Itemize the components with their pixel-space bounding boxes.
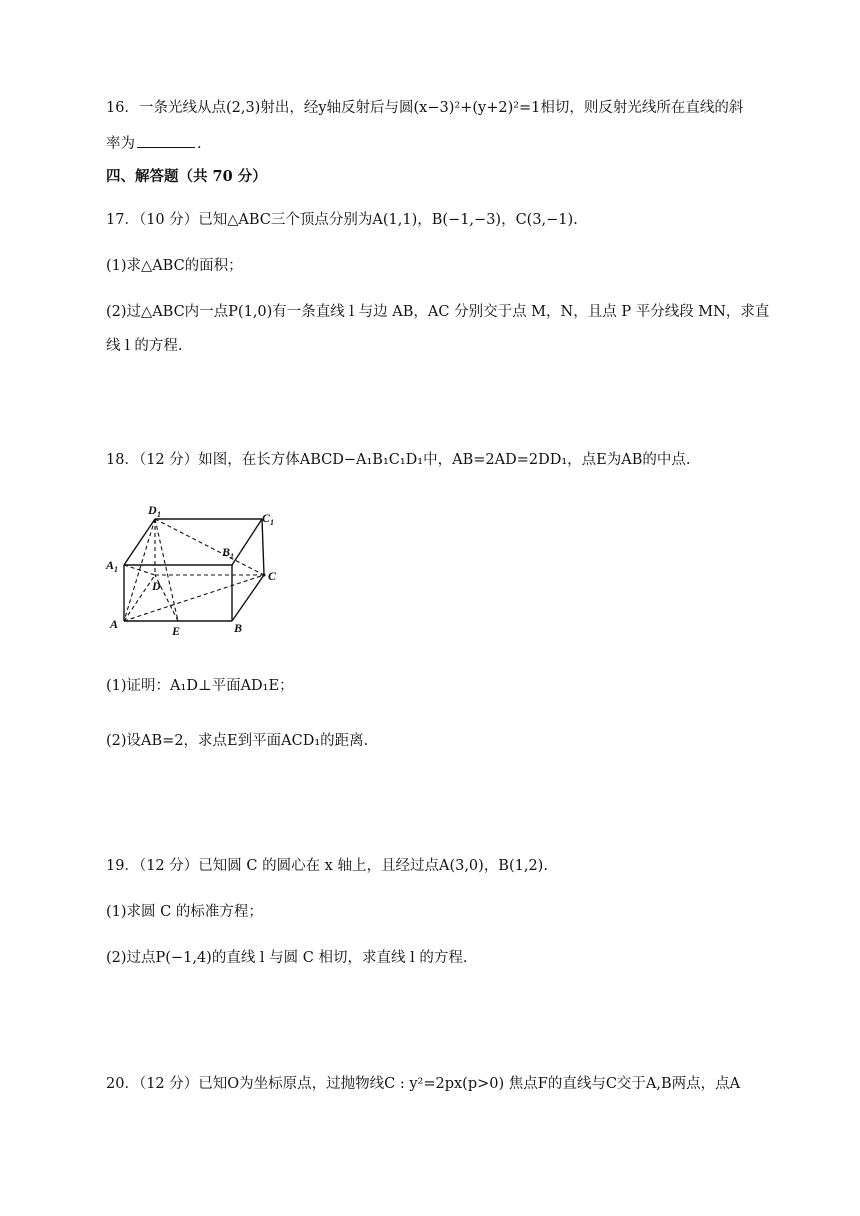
- edge-b1c1: [232, 519, 262, 565]
- svg-text:1: 1: [230, 552, 234, 561]
- label-c: C: [268, 569, 277, 583]
- segment-ac: [124, 575, 264, 621]
- section-heading: 四、解答题（共 70 分）: [106, 168, 267, 185]
- edge-bc: [232, 575, 264, 621]
- svg-text:1: 1: [157, 510, 161, 519]
- edge-c1c: [262, 519, 264, 575]
- segment-d1e: [155, 519, 178, 621]
- label-a: A: [110, 617, 119, 631]
- q19-part1: (1)求圆 C 的标准方程；: [106, 904, 263, 920]
- segment-d1c: [155, 519, 264, 575]
- edge-a1d1: [124, 519, 155, 565]
- q20-stem: 20．（12 分）已知O为坐标原点，过抛物线C : y²=2px(p>0) 焦点F的直线与C交于A,B两点，点A: [106, 1076, 741, 1092]
- label-e: E: [172, 624, 181, 638]
- segment-a1d: [124, 565, 155, 575]
- q18-part2: (2)设AB=2，求点E到平面ACD₁的距离.: [106, 733, 369, 749]
- svg-text:1: 1: [270, 518, 274, 527]
- point-c: [263, 574, 266, 577]
- cuboid-figure: [104, 502, 289, 640]
- q16-line2: [106, 133, 202, 154]
- q17-part1: (1)求△ABC的面积；: [106, 258, 243, 274]
- label-d: D: [152, 579, 161, 593]
- q19-part2: (2)过点P(−1,4)的直线 l 与圆 C 相切，求直线 l 的方程.: [106, 950, 468, 966]
- q19-stem: 19．（12 分）已知圆 C 的圆心在 x 轴上，且经过点A(3,0)，B(1,2).: [106, 858, 548, 874]
- label-b: B: [234, 621, 243, 635]
- q16-line2-prefix: 率为: [106, 136, 135, 152]
- q17-part2-line2: 线 l 的方程.: [106, 338, 183, 354]
- q18-part1: (1)证明：A₁D⊥平面AD₁E；: [106, 678, 294, 694]
- label-d1: D: [148, 503, 157, 517]
- svg-text:1: 1: [114, 565, 118, 574]
- answer-blank: [137, 133, 195, 148]
- edge-ad: [124, 575, 155, 621]
- q17-stem: 17．（10 分）已知△ABC三个顶点分别为A(1,1)，B(−1,−3)，C(3,−1).: [106, 212, 578, 228]
- q16-line1: 16．一条光线从点(2,3)射出，经y轴反射后与圆(x−3)²+(y+2)²=1相切，则反射光线所在直线的斜: [106, 100, 744, 116]
- q18-stem: 18．（12 分）如图，在长方体ABCD−A₁B₁C₁D₁中，AB=2AD=2DD₁，点E为AB的中点.: [106, 452, 691, 468]
- label-b1: B: [222, 545, 231, 559]
- q16-line2-suffix: .: [197, 136, 202, 152]
- label-c1: C: [262, 511, 271, 525]
- q17-part2-line1: (2)过△ABC内一点P(1,0)有一条直线 l 与边 AB，AC 分别交于点 M，N，且点 P 平分线段 MN，求直: [106, 304, 770, 320]
- label-a1: A: [106, 558, 115, 572]
